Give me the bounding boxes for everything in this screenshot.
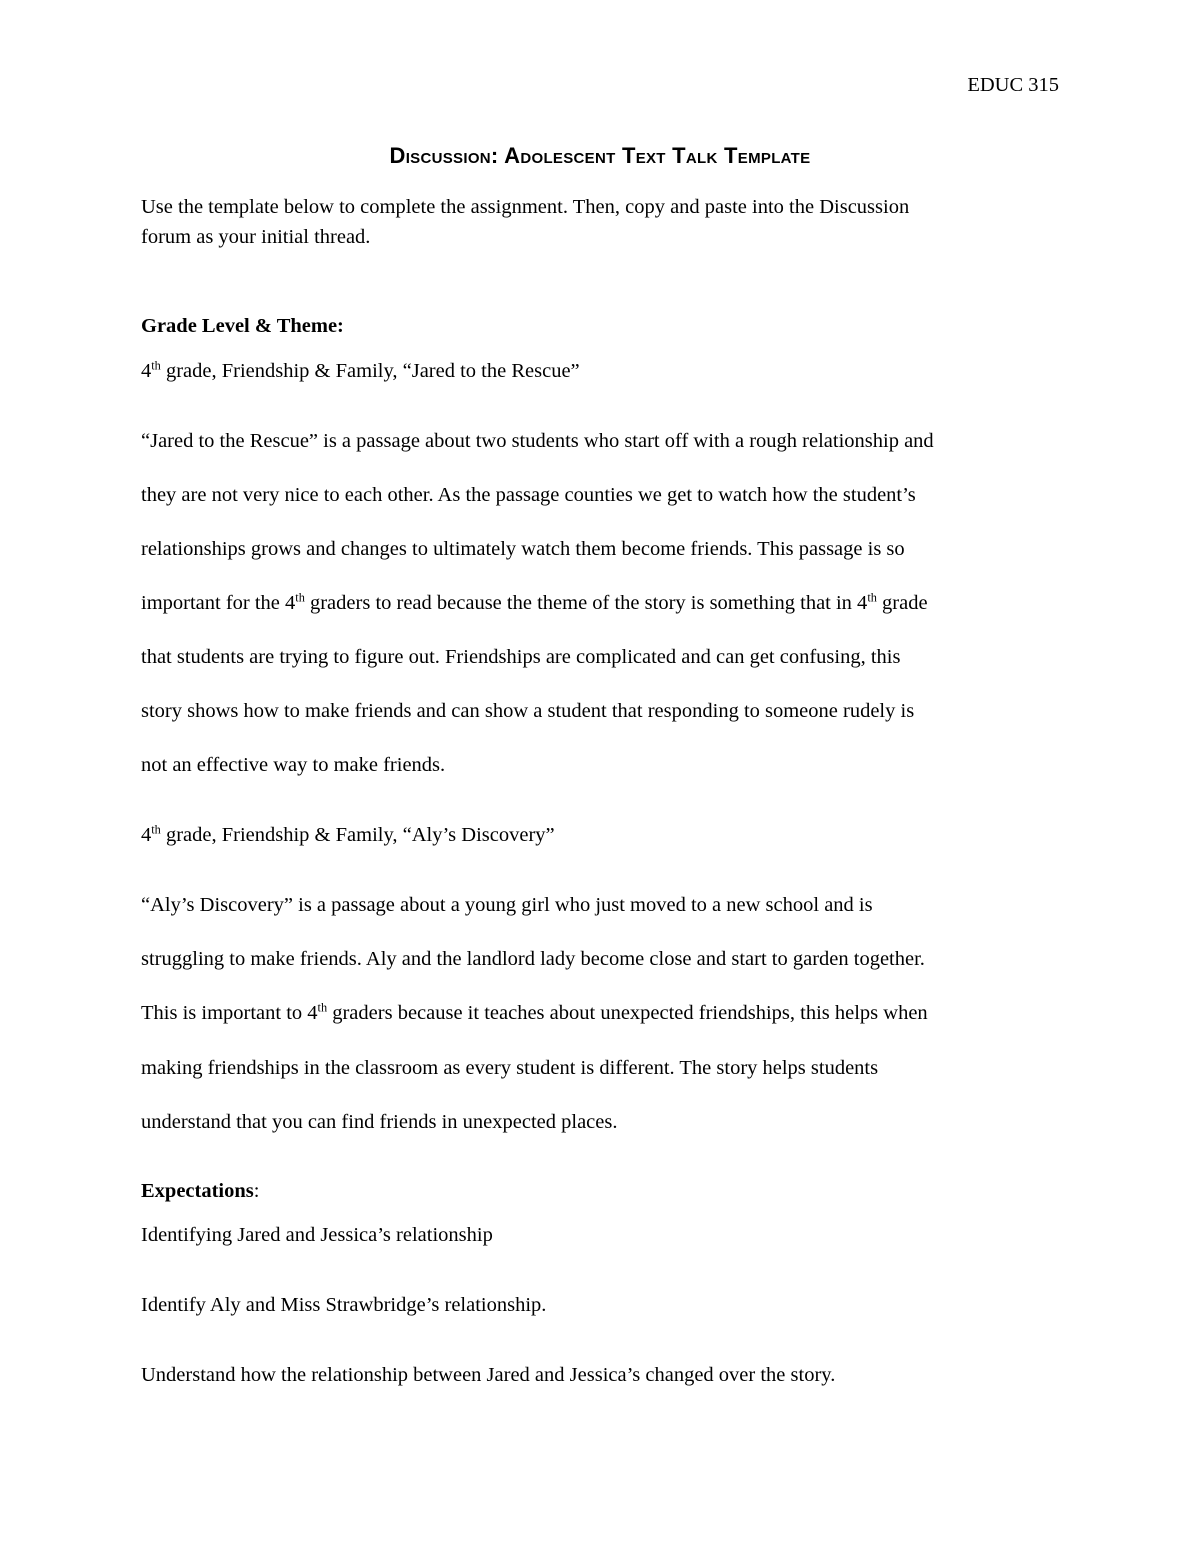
story2-paragraph-line: making friendships in the classroom as every student is different. The story helps students [141, 1057, 879, 1079]
expectations-heading-label: Expectations [141, 1180, 254, 1202]
story1-grade-suffix: th [151, 358, 161, 373]
story1-paragraph-line: relationships grows and changes to ultimately watch them become friends. This passage is so [141, 538, 905, 560]
story1-paragraph-line: not an effective way to make friends. [141, 754, 446, 776]
story1-ordinal-suffix: th [867, 590, 877, 605]
story1-ordinal-suffix: th [295, 590, 305, 605]
instructions-line-2: forum as your initial thread. [141, 226, 371, 248]
expectation-item: Identify Aly and Miss Strawbridge’s relationship. [141, 1294, 547, 1316]
story1-grade-number: 4 [141, 360, 152, 382]
expectations-heading [141, 1181, 259, 1202]
story2-grade-rest: grade, Friendship & Family, “Aly’s Discovery” [160, 824, 555, 846]
story2-grade-line [141, 822, 555, 846]
story1-paragraph-line [141, 590, 928, 614]
story2-ordinal-suffix: th [317, 1000, 328, 1015]
expectations-heading-colon: : [253, 1180, 260, 1202]
story2-paragraph-line: struggling to make friends. Aly and the landlord lady become close and start to garden together. [141, 948, 925, 970]
story2-paragraph-line [141, 1000, 928, 1024]
story1-text-segment: graders to read because the theme of the story is something that in 4 [304, 592, 868, 614]
story2-paragraph-line: “Aly’s Discovery” is a passage about a young girl who just moved to a new school and is [141, 894, 873, 916]
story1-paragraph-line: that students are trying to figure out. Friendships are complicated and can get confusing, this [141, 646, 901, 668]
story1-paragraph-line: “Jared to the Rescue” is a passage about two students who start off with a rough relationship and [141, 430, 934, 452]
story1-grade-rest: grade, Friendship & Family, “Jared to the Rescue” [160, 360, 580, 382]
story2-text-segment: graders because it teaches about unexpected friendships, this helps when [327, 1002, 928, 1024]
story2-grade-suffix: th [151, 822, 161, 837]
story1-text-segment: grade [876, 592, 928, 614]
story2-text-segment: This is important to 4 [141, 1002, 318, 1024]
story2-grade-number: 4 [141, 824, 152, 846]
story2-paragraph-line: understand that you can find friends in unexpected places. [141, 1111, 618, 1133]
instructions-line-1: Use the template below to complete the assignment. Then, copy and paste into the Discussion [141, 196, 910, 218]
story1-paragraph-line: they are not very nice to each other. As the passage counties we get to watch how the student’s [141, 484, 916, 506]
grade-theme-heading: Grade Level & Theme: [141, 315, 344, 337]
expectation-item: Identifying Jared and Jessica’s relationship [141, 1224, 493, 1246]
page-title: Discussion: Adolescent Text Talk Template [389, 143, 811, 168]
story1-text-segment: important for the 4 [141, 592, 296, 614]
expectation-item: Understand how the relationship between Jared and Jessica’s changed over the story. [141, 1364, 836, 1386]
story1-paragraph-line: story shows how to make friends and can show a student that responding to someone rudely is [141, 700, 915, 722]
story1-grade-line [141, 358, 580, 382]
header-course-code: EDUC 315 [967, 74, 1059, 96]
